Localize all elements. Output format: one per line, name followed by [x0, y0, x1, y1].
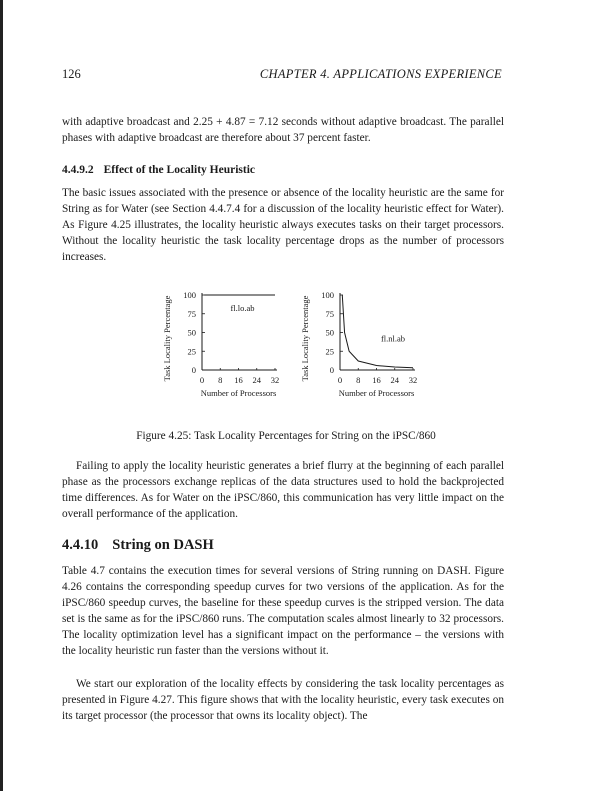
locality-paragraph-2: Failing to apply the locality heuristic generates a brief flurry at the beginning of each parallel phase as the processors exchange replicas of the data structures used to hold the backprojected time differences. As for Water on the iPSC/860, this communication has very little impact on the overall performance of the application. [62, 460, 504, 521]
x-tick-label: 16 [234, 375, 243, 385]
y-axis-label: Task Locality Percentage [300, 295, 310, 382]
dash-paragraph-2: We start our exploration of the locality effects by considering the task locality percentages as presented in Figure 4.27. This figure shows that with the locality heuristic, every task executes on its target processor (the processor that owns its locality object). The [62, 678, 504, 723]
section-number: 4.4.9.2 [62, 164, 94, 176]
y-tick-label: 25 [325, 346, 334, 357]
figure-caption: Figure 4.25: Task Locality Percentages for String on the iPSC/860 [136, 430, 436, 442]
series-label: fl.nl.ab [380, 333, 406, 344]
x-tick-label: 0 [337, 375, 343, 385]
locality-paragraph-1: The basic issues associated with the presence or absence of the locality heuristic are the same for String as for Water (see Section 4.4.7.4 for a discussion of the locality heuristic effect for Water). As Figure 4.25 illustrates, the locality heuristic always executes tasks on their target processors. Without the locality heuristic the task locality percentage drops as the number of processors increases. [62, 187, 504, 264]
chapter-header: CHAPTER 4. APPLICATIONS EXPERIENCE [259, 67, 502, 81]
y-tick-label: 50 [187, 327, 196, 338]
series-line-fl-nl-ab [342, 295, 413, 368]
x-tick-label: 32 [408, 375, 418, 385]
y-axis-label: Task Locality Percentage [162, 295, 172, 382]
intro-paragraph: with adaptive broadcast and 2.25 + 4.87 = 7.12 seconds without adaptive broadcast. The parallel phases with adaptive broadcast are therefore about 37 percent faster. [62, 116, 504, 145]
section-title: Effect of the Locality Heuristic [103, 164, 255, 176]
section-heading-4-4-10 [62, 537, 214, 554]
y-tick-label: 0 [329, 365, 334, 375]
x-tick-label: 8 [356, 375, 361, 385]
y-tick-label: 100 [183, 290, 196, 300]
chart-fl-lo-ab [160, 286, 300, 426]
x-axis-label: Number of Processors [338, 388, 415, 398]
x-tick-label: 24 [390, 375, 399, 385]
x-tick-label: 0 [199, 375, 205, 385]
y-tick-label: 75 [325, 308, 334, 319]
section-heading-4-4-9-2 [62, 164, 255, 176]
y-tick-label: 75 [187, 308, 196, 319]
dash-paragraph-1: Table 4.7 contains the execution times for several versions of String running on DASH. Figure 4.26 contains the corresponding speedup curves for two versions of the application. As for the iPSC/860 speedup curves, the baseline for these speedup curves is the stripped version. The data set is the same as for the iPSC/860 runs. The computation scales almost linearly to 32 processors. The locality optimization level has a significant impact on the performance – the versions with the locality heuristic run faster than the versions without it. [62, 565, 504, 658]
section-number: 4.4.10 [62, 537, 99, 553]
x-tick-label: 16 [372, 375, 381, 385]
section-title: String on DASH [112, 537, 214, 553]
chart-fl-nl-ab [298, 286, 438, 426]
series-label: fl.lo.ab [230, 302, 255, 313]
y-tick-label: 25 [187, 346, 196, 357]
x-tick-label: 8 [218, 375, 223, 385]
y-tick-label: 50 [325, 327, 334, 338]
y-tick-label: 0 [191, 365, 196, 375]
page-number: 126 [62, 67, 81, 81]
x-tick-label: 24 [252, 375, 261, 385]
y-tick-label: 100 [321, 290, 334, 300]
binding-edge [0, 0, 3, 791]
x-axis-label: Number of Processors [200, 388, 277, 398]
x-tick-label: 32 [270, 375, 280, 385]
